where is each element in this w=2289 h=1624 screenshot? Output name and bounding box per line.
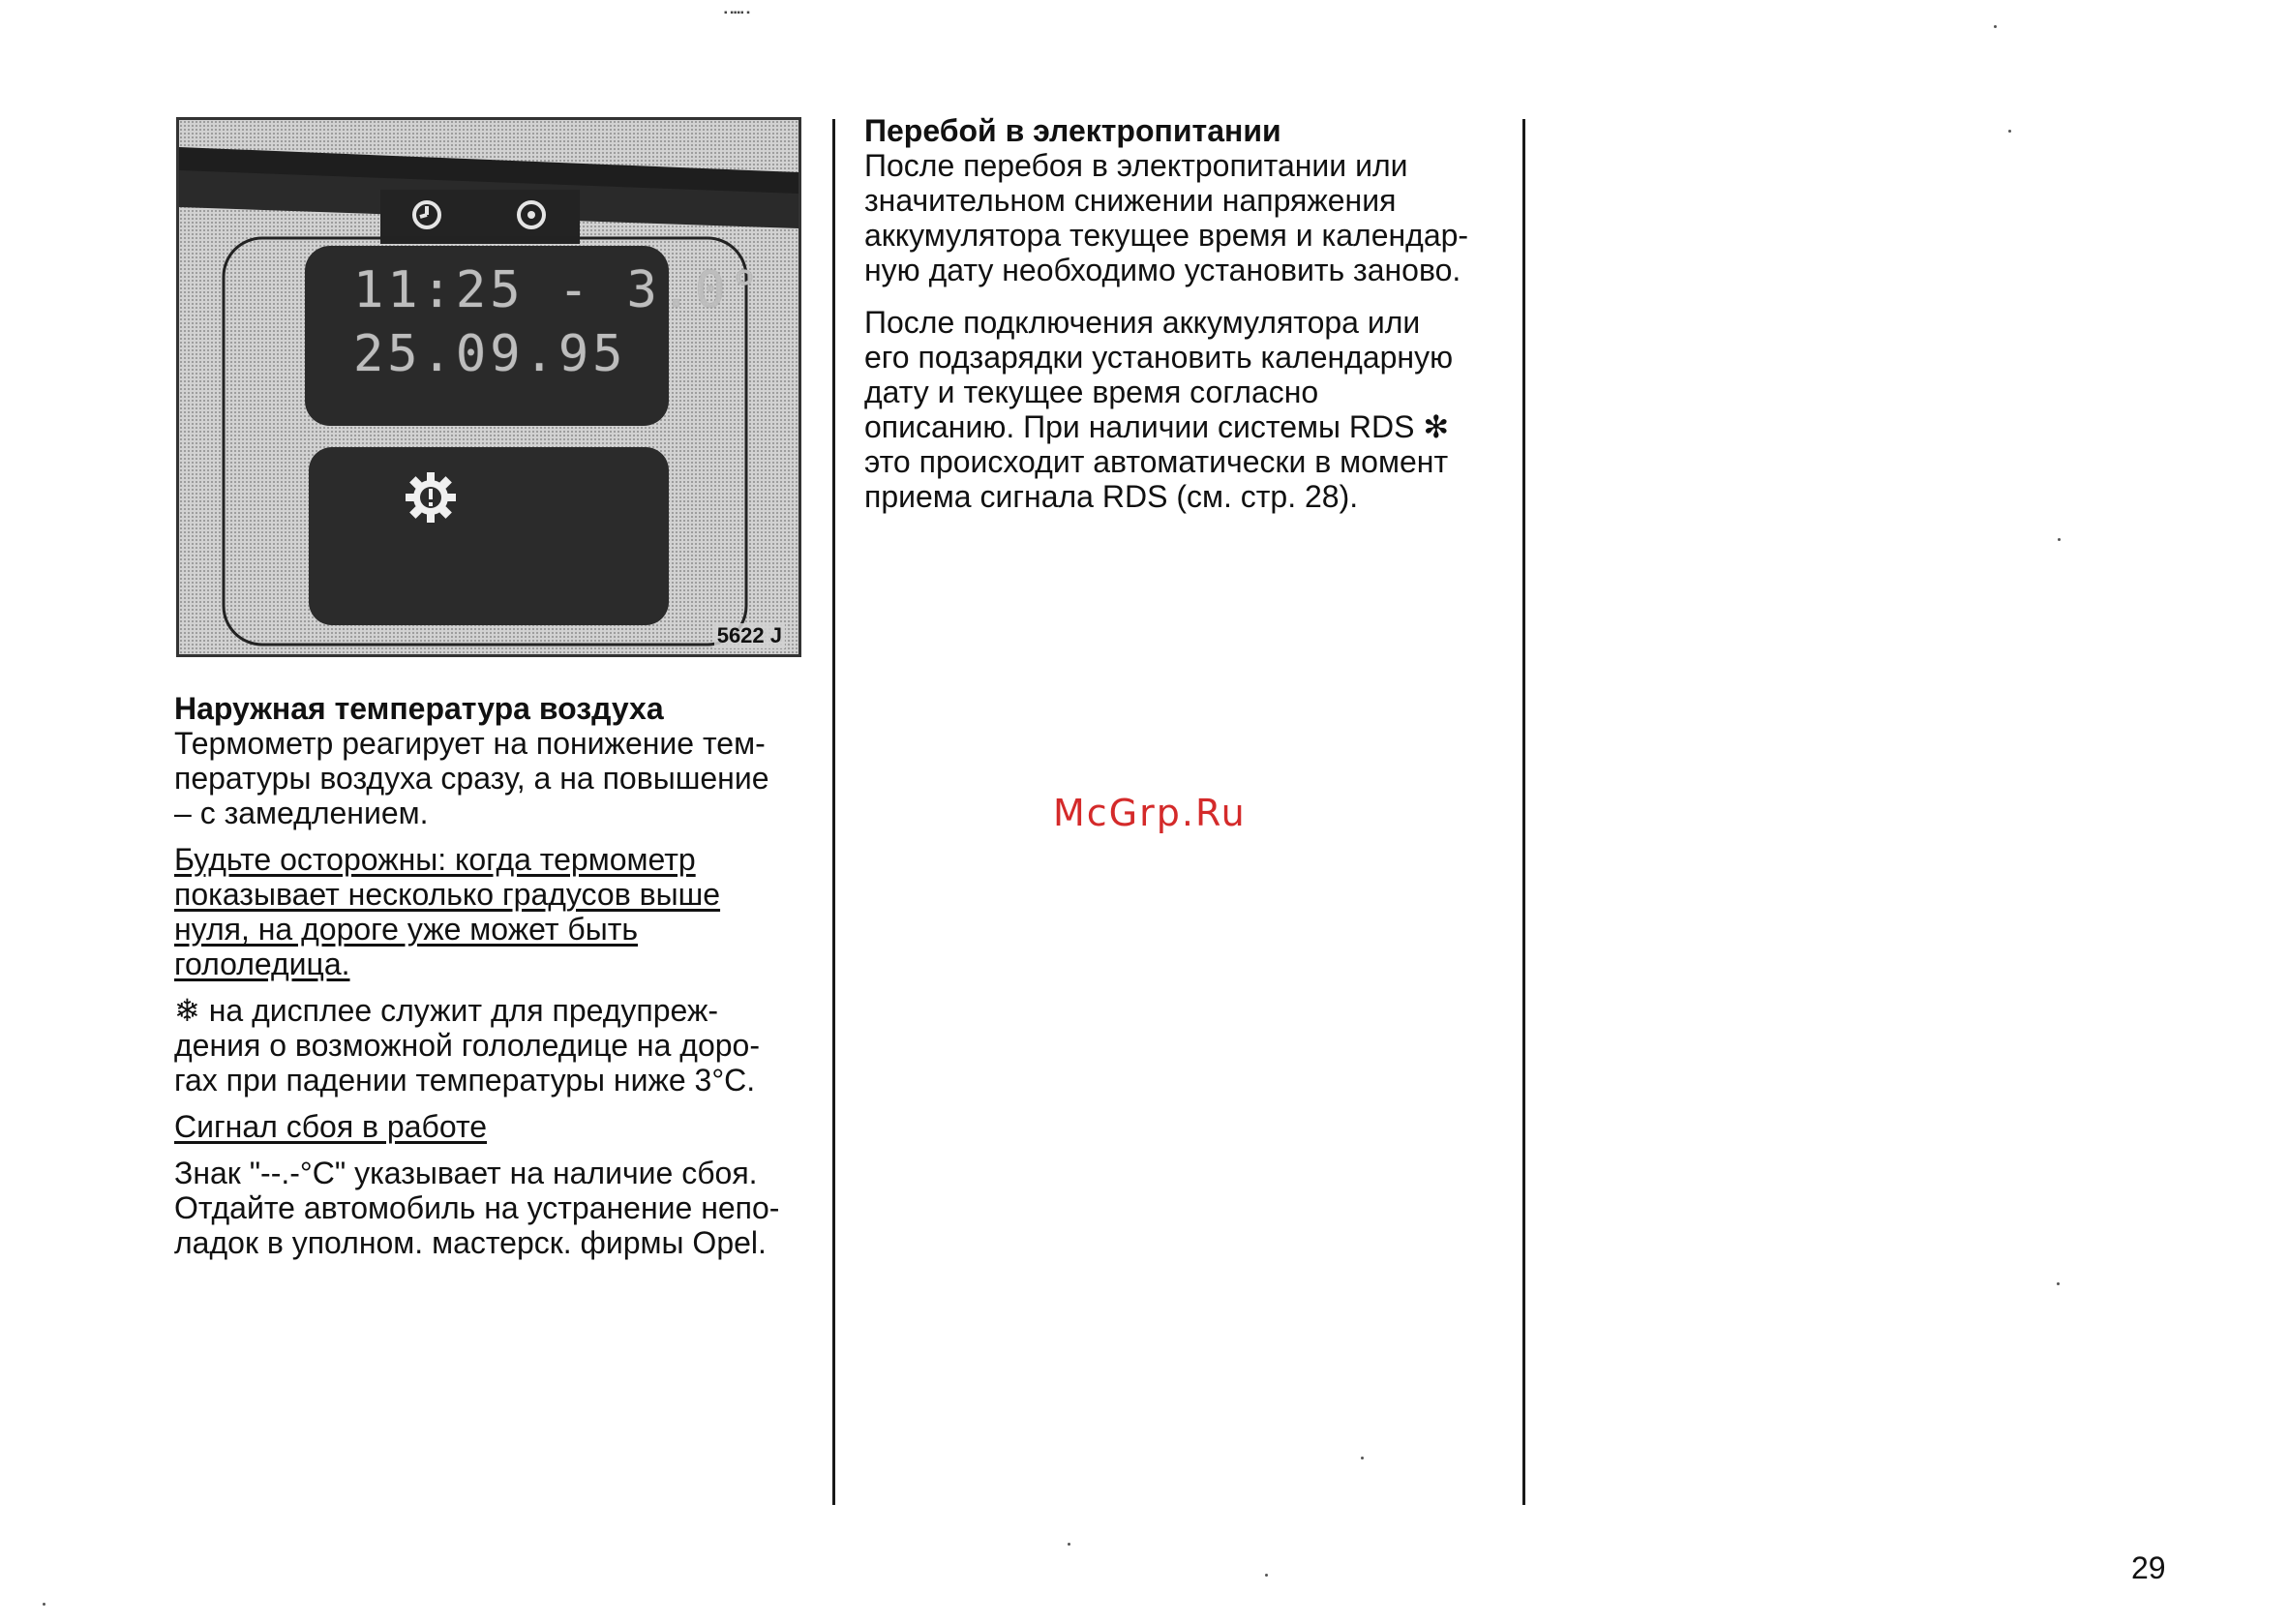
warning-ice [174, 842, 813, 981]
text-line: гах при падении температуры ниже 3°С. [174, 1063, 756, 1098]
text-line: ❄ на дисплее служит для предупреж- [174, 993, 719, 1028]
text-line: нуля, на дороге уже может быть [174, 912, 639, 947]
column-divider-right [1522, 119, 1525, 1505]
text-line: После перебоя в электропитании или [864, 148, 1408, 183]
text-line: Отдайте автомобиль на устранение непо- [174, 1190, 780, 1225]
display-drawing [179, 120, 801, 657]
scan-speck [1265, 1574, 1268, 1577]
figure-code: 5622 J [714, 623, 785, 648]
text-line: приема сигнала RDS (см. стр. 28). [864, 479, 1359, 514]
scan-artifact: ▪ ▪▪▪▪ ▪ [724, 8, 750, 18]
text-line: его подзарядки установить календарную [864, 340, 1454, 375]
scan-speck [43, 1603, 45, 1606]
scan-speck [1361, 1457, 1364, 1459]
scan-speck [2008, 130, 2011, 133]
text-line: ладок в уполном. мастерск. фирмы Opel. [174, 1225, 767, 1260]
display-time-readout: 11:25 - 3.0° [353, 261, 764, 319]
watermark-link[interactable]: McGrp.Ru [1053, 792, 1247, 834]
paragraph-thermometer [174, 726, 813, 830]
page-number: 29 [2131, 1550, 2166, 1585]
text-line: значительном снижении напряжения [864, 183, 1397, 218]
left-column [174, 691, 813, 1272]
clock-icon [407, 195, 446, 234]
text-line: пературы воздуха сразу, а на повышение [174, 761, 769, 796]
paragraph-power-failure [864, 148, 1513, 287]
display-date-readout: 25.09.95 [353, 325, 627, 383]
text-line: Термометр реагирует на понижение тем- [174, 726, 766, 761]
text-line: ную дату необходимо установить заново. [864, 253, 1461, 287]
paragraph-battery-reconnect [864, 305, 1513, 514]
column-divider-left [832, 119, 835, 1505]
text-line: описанию. При наличии системы RDS ✻ [864, 409, 1450, 444]
text-line: После подключения аккумулятора или [864, 305, 1421, 340]
scan-speck [1994, 25, 1997, 28]
set-icon [512, 195, 551, 234]
scan-speck [2058, 538, 2061, 541]
right-column [864, 113, 1513, 526]
paragraph-ice-symbol [174, 993, 813, 1098]
text-line: дения о возможной гололедице на доро- [174, 1028, 760, 1063]
paragraph-fault-signal [174, 1156, 813, 1260]
display-illustration [176, 117, 801, 657]
text-line: Знак "--.-°С" указывает на наличие сбоя. [174, 1156, 758, 1190]
fault-gear-icon [402, 468, 460, 526]
section-heading-power-failure: Перебой в электропитании [864, 113, 1281, 148]
text-line: Будьте осторожны: когда термометр [174, 842, 696, 877]
text-line: это происходит автоматически в момент [864, 444, 1449, 479]
section-heading-outside-temperature: Наружная температура воздуха [174, 691, 664, 726]
text-line: аккумулятора текущее время и календар- [864, 218, 1469, 253]
text-line: гололедица. [174, 947, 350, 981]
scan-speck [1068, 1543, 1070, 1546]
text-line: – с замедлением. [174, 796, 429, 830]
text-line: показывает несколько градусов выше [174, 877, 721, 912]
subheading-fault-signal: Сигнал сбоя в работе [174, 1109, 488, 1144]
text-line: дату и текущее время согласно [864, 375, 1319, 409]
scan-speck [2057, 1282, 2060, 1285]
